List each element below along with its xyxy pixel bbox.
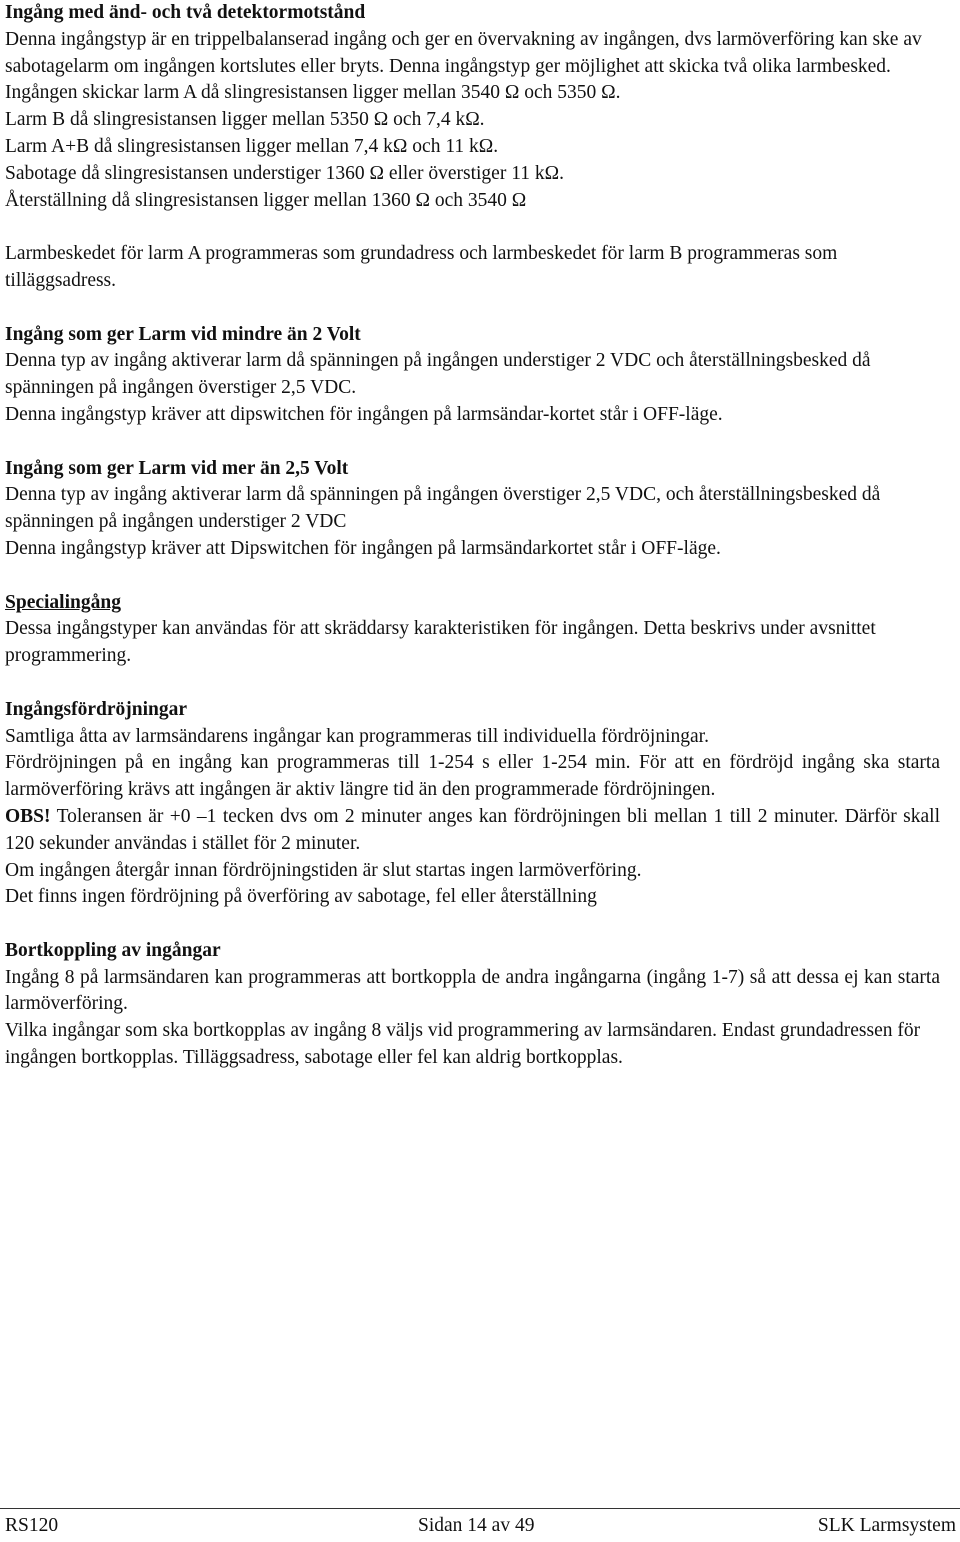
document-page [5,0,940,1072]
over-2-5v-description: Denna typ av ingång aktiverar larm då spänningen på ingången överstiger 2,5 VDC, och återställningsbesked då spänningen på ingången understiger 2 VDC [5,484,881,533]
resistance-line-larm-b: Larm B då slingresistansen ligger mellan 5350 Ω och 7,4 kΩ. [5,109,485,131]
resistance-line-larm-ab: Larm A+B då slingresistansen ligger mellan 7,4 kΩ och 11 kΩ. [5,135,499,157]
obs-text: Toleransen är +0 –1 tecken dvs om 2 minuter anges kan fördröjningen bli mellan 1 till 2 minuter. Därför skall 120 sekunder användas i stället för 2 minuter. [5,805,940,854]
section-title-bortkoppling: Bortkoppling av ingångar [5,939,221,961]
resistance-line-aterstallning: Återställning då slingresistansen ligger mellan 1360 Ω och 3540 Ω [5,189,527,211]
fordrojningar-p1: Samtliga åtta av larmsändarens ingångar kan programmeras till individuella fördröjningar. [5,725,709,747]
under-2v-description: Denna typ av ingång aktiverar larm då spänningen på ingången understiger 2 VDC och återställningsbesked då spänningen på ingången överstiger 2,5 VDC. [5,350,871,399]
fordrojningar-p3: Om ingången återgår innan fördröjningstiden är slut startas ingen larmöverföring. [5,859,642,881]
fordrojningar-p2: Fördröjningen på en ingång kan programmeras till 1-254 s eller 1-254 min. För att en fördröjd ingång ska starta larmöverföring krävs att ingången är aktiv längre tid än den programmerade fördröjningen. [5,752,940,801]
larmbesked-note: Larmbeskedet för larm A programmeras som grundadress och larmbeskedet för larm B programmeras som tilläggsadress. [5,243,838,291]
over-2-5v-dipswitch: Denna ingångstyp kräver att Dipswitchen för ingången på larmsändarkortet står i OFF-läge. [5,537,721,559]
specialingang-text: Dessa ingångstyper kan användas för att skräddarsy karakteristiken för ingången. Detta beskrivs under avsnittet programmering. [5,618,876,667]
footer-company: SLK Larmsystem [817,1515,956,1536]
section-title-under-2v: Ingång som ger Larm vid mindre än 2 Volt [5,323,361,345]
resistance-line-larm-a: Ingången skickar larm A då slingresistansen ligger mellan 3540 Ω och 5350 Ω. [5,82,621,104]
bortkoppling-p1: Ingång 8 på larmsändaren kan programmeras att bortkoppla de andra ingångarna (ingång 1-7) så att dessa ej kan starta larmöverföring. [5,966,940,1015]
bortkoppling-p2: Vilka ingångar som ska bortkopplas av ingång 8 väljs vid programmering av larmsändaren. Endast grundadressen för ingången bortkopplas. Tilläggsadress, sabotage eller fel kan aldrig bortkopplas. [5,1020,921,1069]
fordrojningar-p4: Det finns ingen fördröjning på överföring av sabotage, fel eller återställning [5,886,597,908]
under-2v-dipswitch: Denna ingångstyp kräver att dipswitchen för ingången på larmsändar-kortet står i OFF-läge. [5,403,723,425]
section-intro-trippel: Denna ingångstyp är en trippelbalanserad ingång och ger en övervakning av ingången, dvs larmöverföring kan ske av sabotagelarm om ingången kortslutes eller bryts. Denna ingångstyp ger möjlighet att skicka två olika larmbesked. [5,28,922,77]
footer-document-id: RS120 [5,1515,59,1536]
section-title-over-2-5v: Ingång som ger Larm vid mer än 2,5 Volt [5,457,349,479]
obs-label: OBS! [5,805,51,827]
section-title-specialingang: Specialingång [5,591,121,613]
page-footer [0,1508,960,1542]
resistance-line-sabotage: Sabotage då slingresistansen understiger 1360 Ω eller överstiger 11 kΩ. [5,162,564,184]
footer-page-number: Sidan 14 av 49 [418,1515,535,1536]
obs-paragraph [5,804,940,858]
section-title-trippel: Ingång med änd- och två detektormotstånd [5,2,366,23]
section-title-fordrojningar: Ingångsfördröjningar [5,698,188,720]
